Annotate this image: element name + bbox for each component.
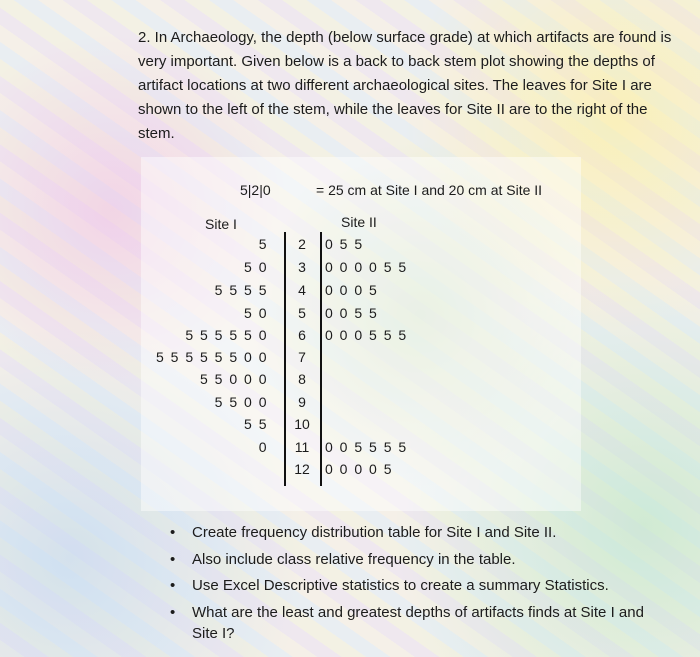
site-ii-leaves: 0 0 5 5	[325, 305, 379, 321]
question-text: 2. In Archaeology, the depth (below surface grade) at which artifacts are found is very important. Given below is a back to back stem plot showing the depths of artifact locations at two different archaeological sites. The leaves for Site I are shown to the left of the stem, while the leaves for Site II are to the right of the stem.	[138, 29, 672, 142]
stem-plot-row	[0, 233, 700, 255]
task-item	[170, 602, 670, 644]
task-text: What are the least and greatest depths of artifacts finds at Site I and Site I?	[192, 604, 644, 642]
stem-plot-row	[0, 436, 700, 458]
site-i-leaves: 5	[258, 236, 268, 252]
task-text: Also include class relative frequency in the table.	[192, 551, 516, 568]
site-i-leaves: 5 5	[244, 416, 268, 432]
stem-plot-row	[0, 302, 700, 324]
stem-value: 4	[298, 282, 306, 298]
task-list	[170, 522, 670, 650]
task-item	[170, 522, 670, 543]
site-ii-leaves: 0 0 5 5 5 5	[325, 439, 408, 455]
task-item	[170, 549, 670, 570]
site-i-leaves: 5 0	[244, 305, 268, 321]
site-i-leaves: 5 0	[244, 259, 268, 275]
site-i-leaves: 5 5 0 0	[214, 394, 268, 410]
site-i-leaves: 5 5 5 5 5 5 0 0	[155, 349, 268, 365]
site-ii-leaves: 0 0 0 5	[325, 282, 379, 298]
task-text: Use Excel Descriptive statistics to create a summary Statistics.	[192, 577, 609, 594]
site-i-label: Site I	[205, 216, 237, 232]
site-ii-label: Site II	[341, 214, 377, 230]
stem-plot-row	[0, 458, 700, 480]
stem-value: 5	[298, 305, 306, 321]
site-ii-leaves: 0 0 0 5 5 5	[325, 327, 408, 343]
site-i-leaves: 0	[258, 439, 268, 455]
stem-value: 11	[294, 439, 310, 455]
site-i-leaves: 5 5 0 0 0	[200, 371, 268, 387]
stem-plot-row	[0, 279, 700, 301]
stem-value: 9	[298, 394, 306, 410]
stem-plot-row	[0, 324, 700, 346]
site-i-leaves: 5 5 5 5 5 0	[185, 327, 268, 343]
stem-plot-key-note: = 25 cm at Site I and 20 cm at Site II	[316, 182, 543, 198]
stem-value: 12	[294, 461, 310, 477]
stem-value: 10	[294, 416, 310, 432]
stem-plot-row	[0, 391, 700, 413]
stem-plot-row	[0, 368, 700, 390]
site-ii-leaves: 0 0 0 0 5 5	[325, 259, 408, 275]
site-i-leaves: 5 5 5 5	[214, 282, 268, 298]
stem-plot-row	[0, 346, 700, 368]
stem-plot-row	[0, 256, 700, 278]
bullet-icon: •	[170, 604, 176, 621]
site-ii-leaves: 0 0 0 0 5	[325, 461, 393, 477]
stem-value: 8	[298, 371, 306, 387]
bullet-icon: •	[170, 524, 176, 541]
bullet-icon: •	[170, 577, 176, 594]
bullet-icon: •	[170, 551, 176, 568]
stem-value: 2	[298, 236, 306, 252]
stem-plot-key: 5|2|0	[240, 182, 271, 198]
stem-plot-row	[0, 413, 700, 435]
task-text: Create frequency distribution table for Site I and Site II.	[192, 524, 557, 541]
stem-value: 6	[298, 327, 306, 343]
task-item	[170, 575, 670, 596]
stem-value: 3	[298, 259, 306, 275]
stem-value: 7	[298, 349, 306, 365]
site-ii-leaves: 0 5 5	[325, 236, 364, 252]
